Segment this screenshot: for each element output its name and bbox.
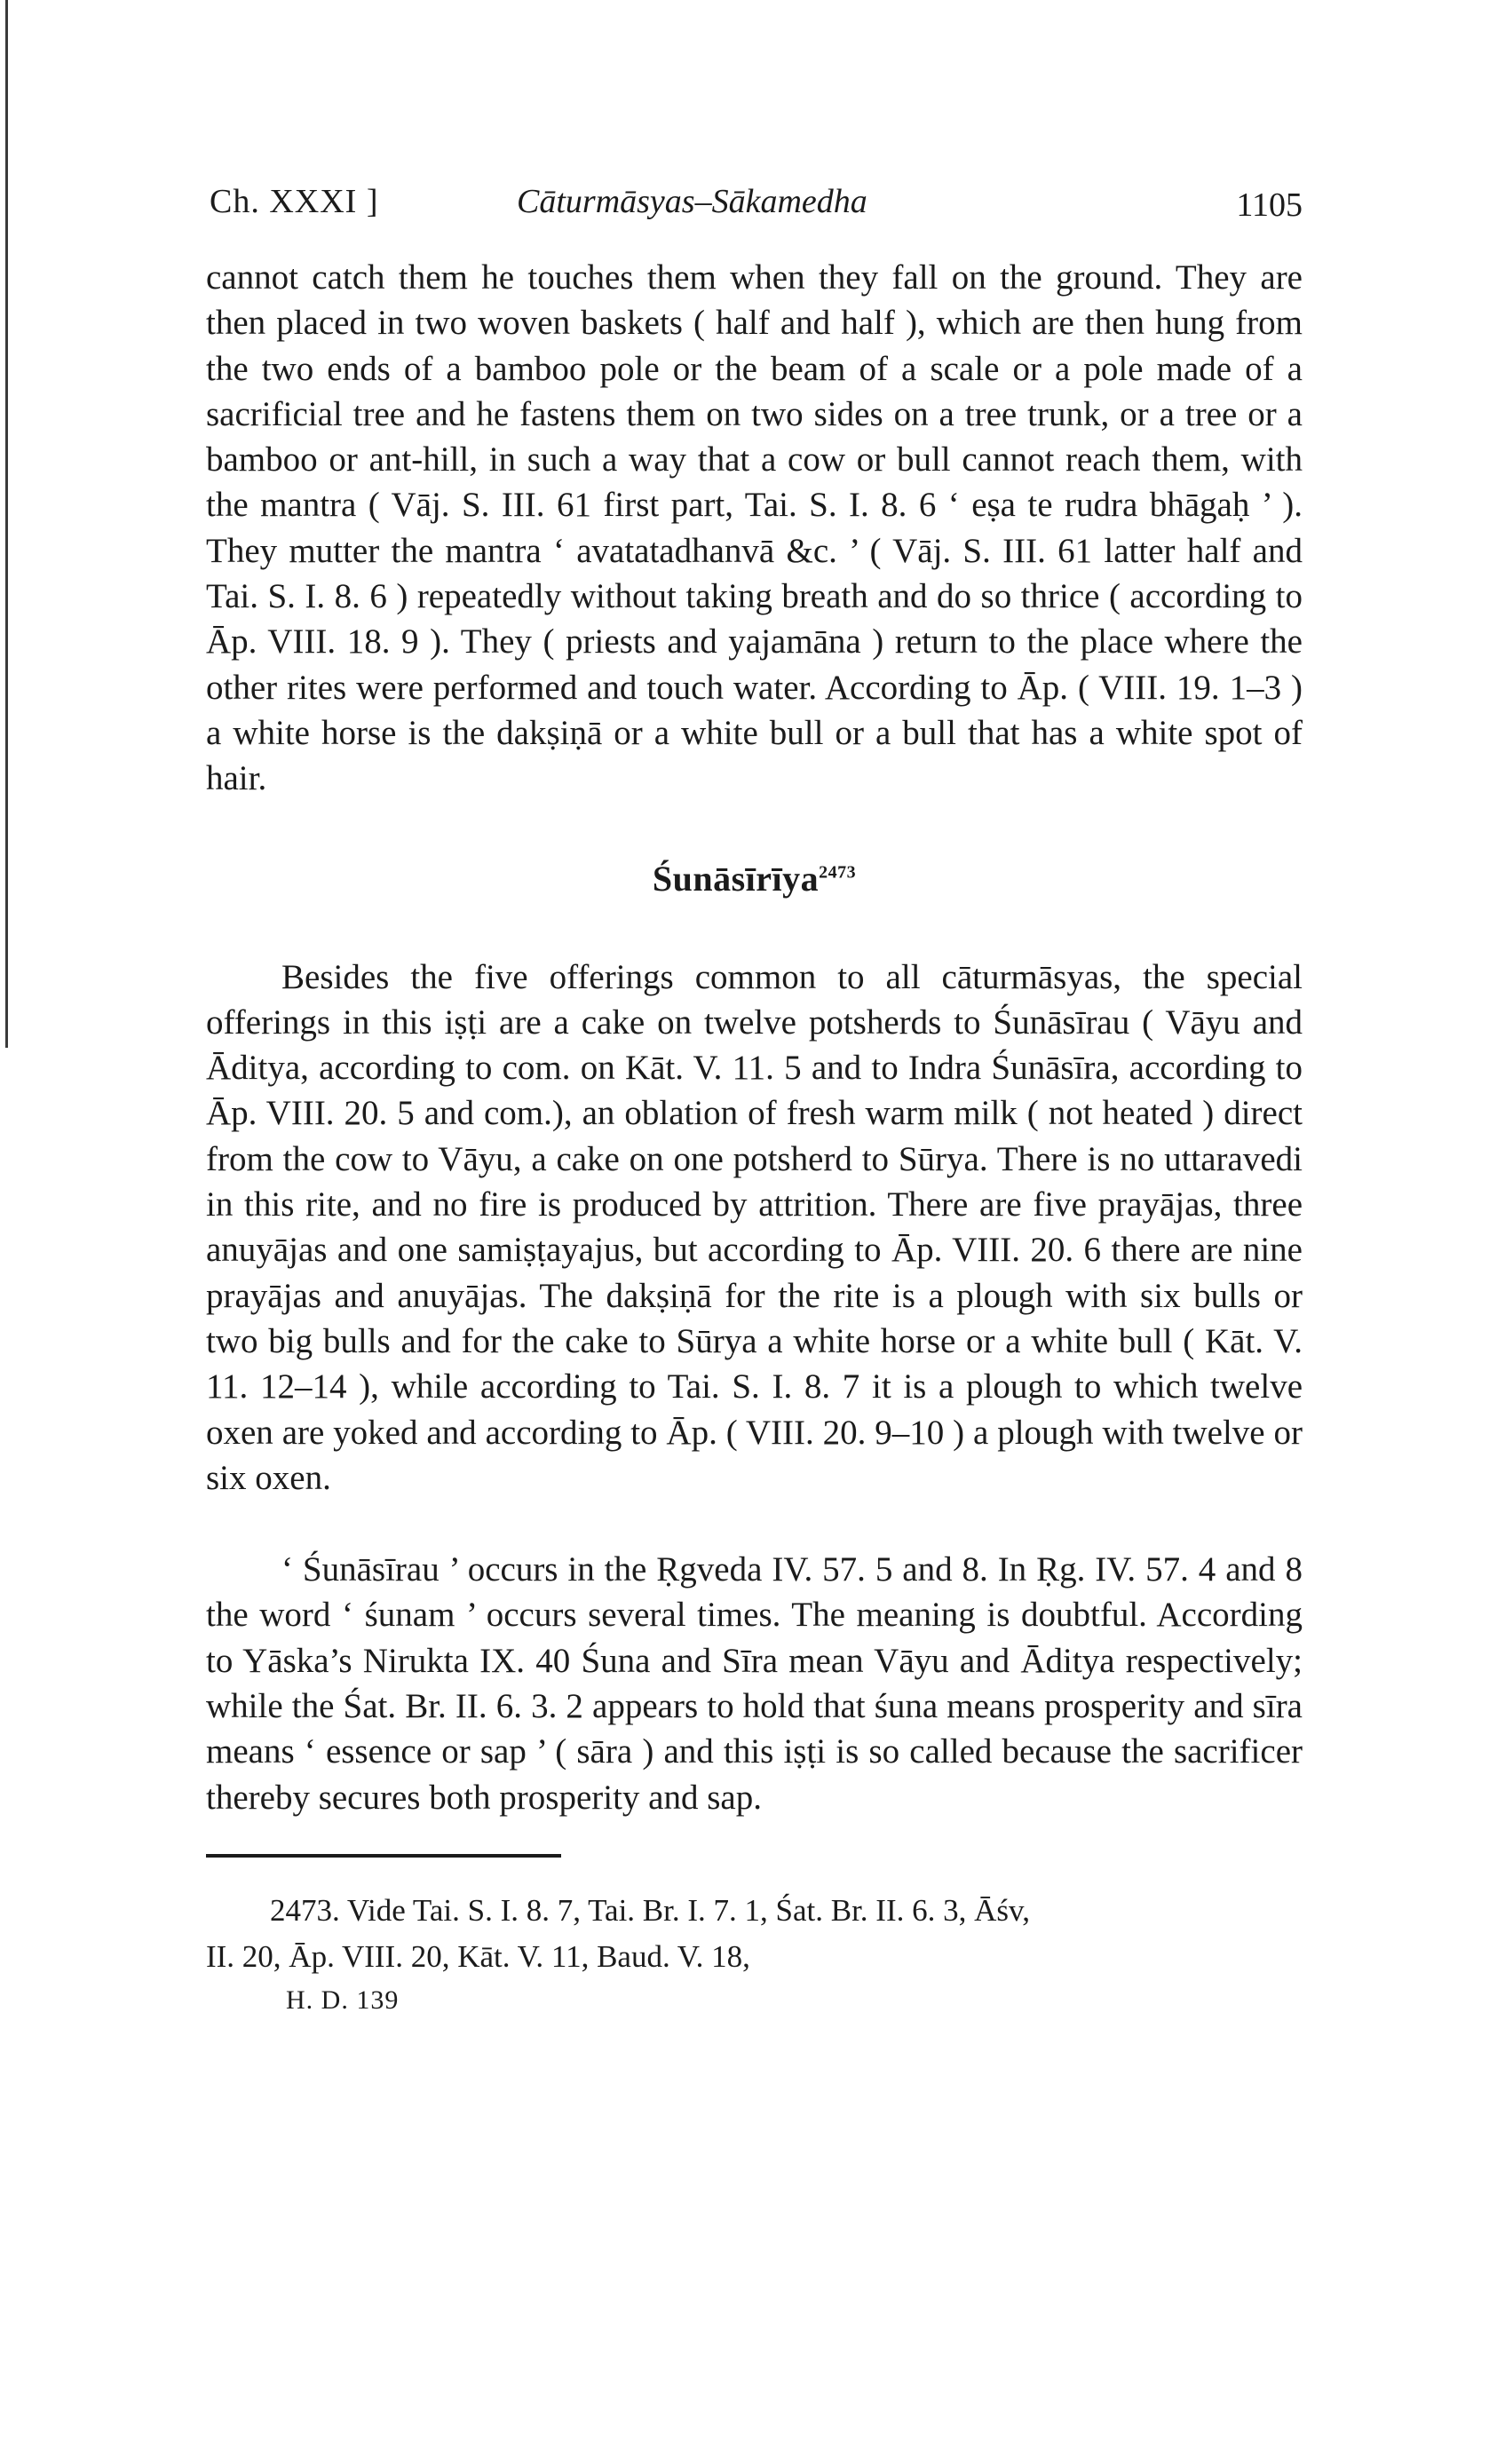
- running-header: [206, 182, 1303, 237]
- paragraph-continued: cannot catch them he touches them when they fall on the ground. They are then placed in two woven baskets ( half and half ), which are then hung from the two ends of a bamboo pole or the beam of a scale or a pole made of a sacrificial tree and he fastens them on two sides on a tree trunk, or a tree or a bamboo or ant-hill, in such a way that a cow or bull cannot reach them, with the mantra ( Vāj. S. III. 61 first part, Tai. S. I. 8. 6 ‘ eṣa te rudra bhāgaḥ ’ ). They mutter the mantra ‘ avatatadhanvā &c. ’ ( Vāj. S. III. 61 latter half and Tai. S. I. 8. 6 ) repeatedly without taking breath and do so thrice ( according to Āp. VIII. 18. 9 ). They ( priests and yajamāna ) return to the place where the other rites were performed and touch water. According to Āp. ( VIII. 19. 1–3 ) a white horse is the dakṣiṇā or a white bull or a bull that has a white spot of hair.: [206, 258, 1303, 798]
- paragraph-sunasirau: ‘ Śunāsīrau ’ occurs in the Ṛgveda IV. 57. 5 and 8. In Ṛg. IV. 57. 4 and 8 the word ‘ śunam ’ occurs several times. The meaning is doubtful. According to Yāska’s Nirukta IX. 40 Śuna and Sīra mean Vāyu and Āditya respectively; while the Śat. Br. II. 6. 3. 2 appears to hold that śuna means prosperity and sīra means ‘ essence or sap ’ ( sāra ) and this iṣṭi is so called because the sacrificer thereby secures both prosperity and sap.: [206, 1550, 1303, 1817]
- paragraph-offerings: Besides the five offerings common to all cāturmāsyas, the special offerings in this iṣṭi are a cake on twelve potsherds to Śunāsīrau ( Vāyu and Āditya, according to com. on Kāt. V. 11. 5 and to Indra Śunāsīra, according to Āp. VIII. 20. 5 and com.), an oblation of fresh warm milk ( not heated ) direct from the cow to Vāyu, a cake on one potsherd to Sūrya. There is no uttaravedi in this rite, and no fire is produced by attrition. There are five prayājas, three anuyājas and one samiṣṭayajus, but according to Āp. VIII. 20. 6 there are nine prayājas and anuyājas. The dakṣiṇā for the rite is a plough with six bulls or two big bulls and for the cake to Sūrya a white horse or a white bull ( Kāt. V. 11. 12–14 ), while according to Tai. S. I. 8. 7 it is a plough to which twelve oxen are yoked and according to Āp. ( VIII. 20. 9–10 ) a plough with twelve or six oxen.: [206, 957, 1303, 1497]
- footnote-divider: [206, 1854, 561, 1858]
- page-number: 1105: [1236, 186, 1303, 224]
- section-heading: [206, 858, 1303, 899]
- document-page: [206, 182, 1303, 2016]
- section-heading-text: Śunāsīrīya: [652, 858, 820, 899]
- footnote-line-2: II. 20, Āp. VIII. 20, Kāt. V. 11, Baud. V. 18,: [206, 1938, 750, 1974]
- chapter-label: Ch. XXXI ]: [210, 183, 379, 220]
- signature-mark: H. D. 139: [286, 1985, 400, 2015]
- footnote-reference: 2473: [819, 862, 857, 883]
- paragraph-gap: [206, 1501, 1303, 1547]
- running-title: Cāturmāsyas–Sākamedha: [517, 183, 867, 220]
- page-edge-mark: [5, 0, 8, 1048]
- footnote-line-1: 2473. Vide Tai. S. I. 8. 7, Tai. Br. I. 7. 1, Śat. Br. II. 6. 3, Āśv,: [270, 1892, 1030, 1928]
